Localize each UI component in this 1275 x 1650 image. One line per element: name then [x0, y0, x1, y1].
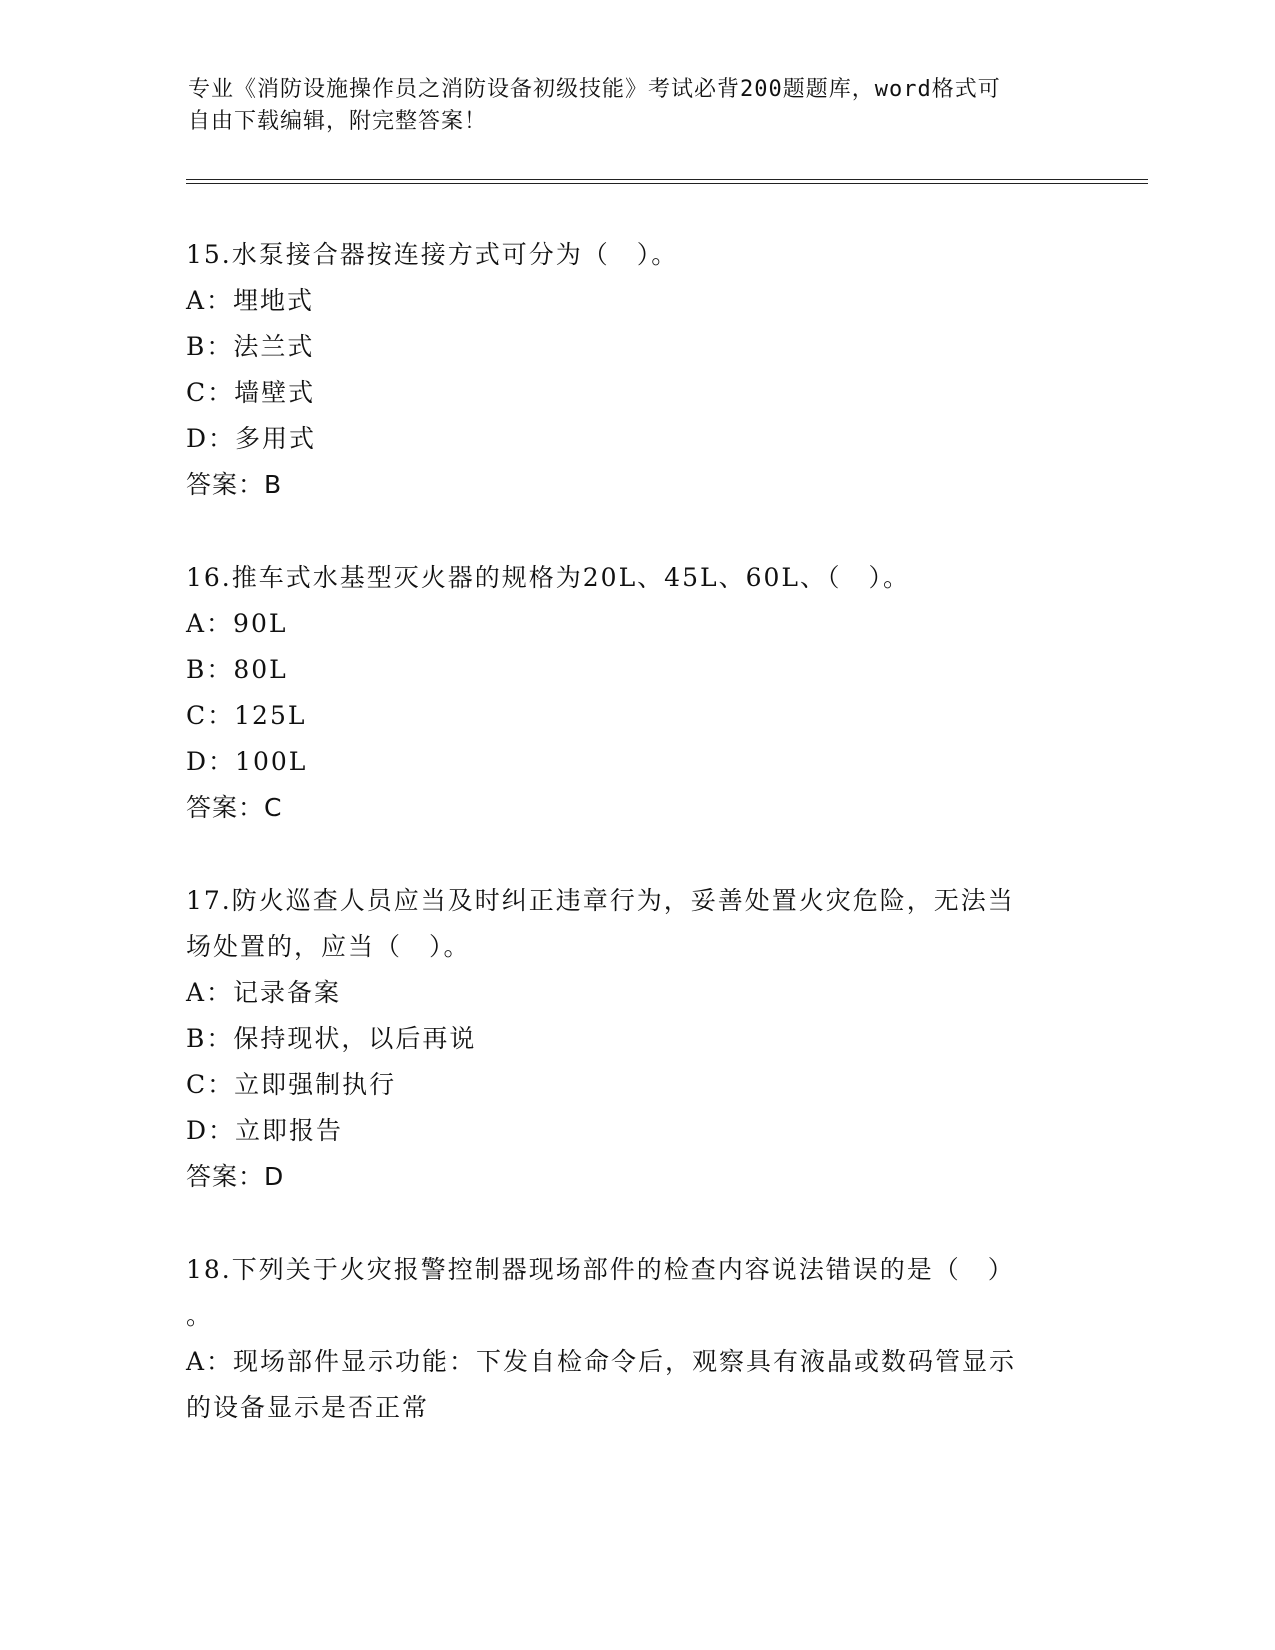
question-stem: 15.水泵接合器按连接方式可分为（ ）。 — [186, 240, 679, 269]
question-17 — [186, 878, 1086, 1200]
header-divider — [186, 179, 1148, 184]
question-stem-line-1: 18.下列关于火灾报警控制器现场部件的检查内容说法错误的是（ ） — [186, 1255, 1015, 1284]
question-stem: 16.推车式水基型灭火器的规格为20L、45L、60L、（ ）。 — [186, 563, 910, 592]
option-c: C：墙壁式 — [186, 378, 316, 407]
option-b: B：保持现状，以后再说 — [186, 1024, 477, 1053]
document-header — [188, 74, 1068, 138]
header-line-2: 自由下载编辑，附完整答案！ — [188, 109, 488, 134]
option-b: B：法兰式 — [186, 332, 315, 361]
option-a: A：90L — [186, 609, 288, 638]
question-stem-line-1: 17.防火巡查人员应当及时纠正违章行为，妥善处置火灾危险，无法当 — [186, 886, 1015, 915]
option-a-line-1: A：现场部件显示功能：下发自检命令后，观察具有液晶或数码管显示 — [186, 1347, 1017, 1376]
option-c: C：125L — [186, 701, 307, 730]
option-d: D：立即报告 — [186, 1116, 344, 1145]
question-15 — [186, 232, 1086, 508]
option-c: C：立即强制执行 — [186, 1070, 397, 1099]
header-line-1: 专业《消防设施操作员之消防设备初级技能》考试必背200题题库，word格式可 — [188, 77, 1001, 102]
question-18 — [186, 1247, 1086, 1431]
option-a: A：记录备案 — [186, 978, 342, 1007]
option-d: D：100L — [186, 747, 308, 776]
option-a: A：埋地式 — [186, 286, 315, 315]
question-16 — [186, 555, 1086, 831]
option-d: D：多用式 — [186, 424, 317, 453]
question-stem-line-2: 。 — [186, 1301, 214, 1330]
option-b: B：80L — [186, 655, 288, 684]
question-stem-line-2: 场处置的，应当（ ）。 — [186, 932, 471, 961]
answer: 答案：C — [186, 793, 283, 822]
answer: 答案：B — [186, 470, 283, 499]
answer: 答案：D — [186, 1162, 285, 1191]
option-a-line-2: 的设备显示是否正常 — [186, 1393, 430, 1422]
